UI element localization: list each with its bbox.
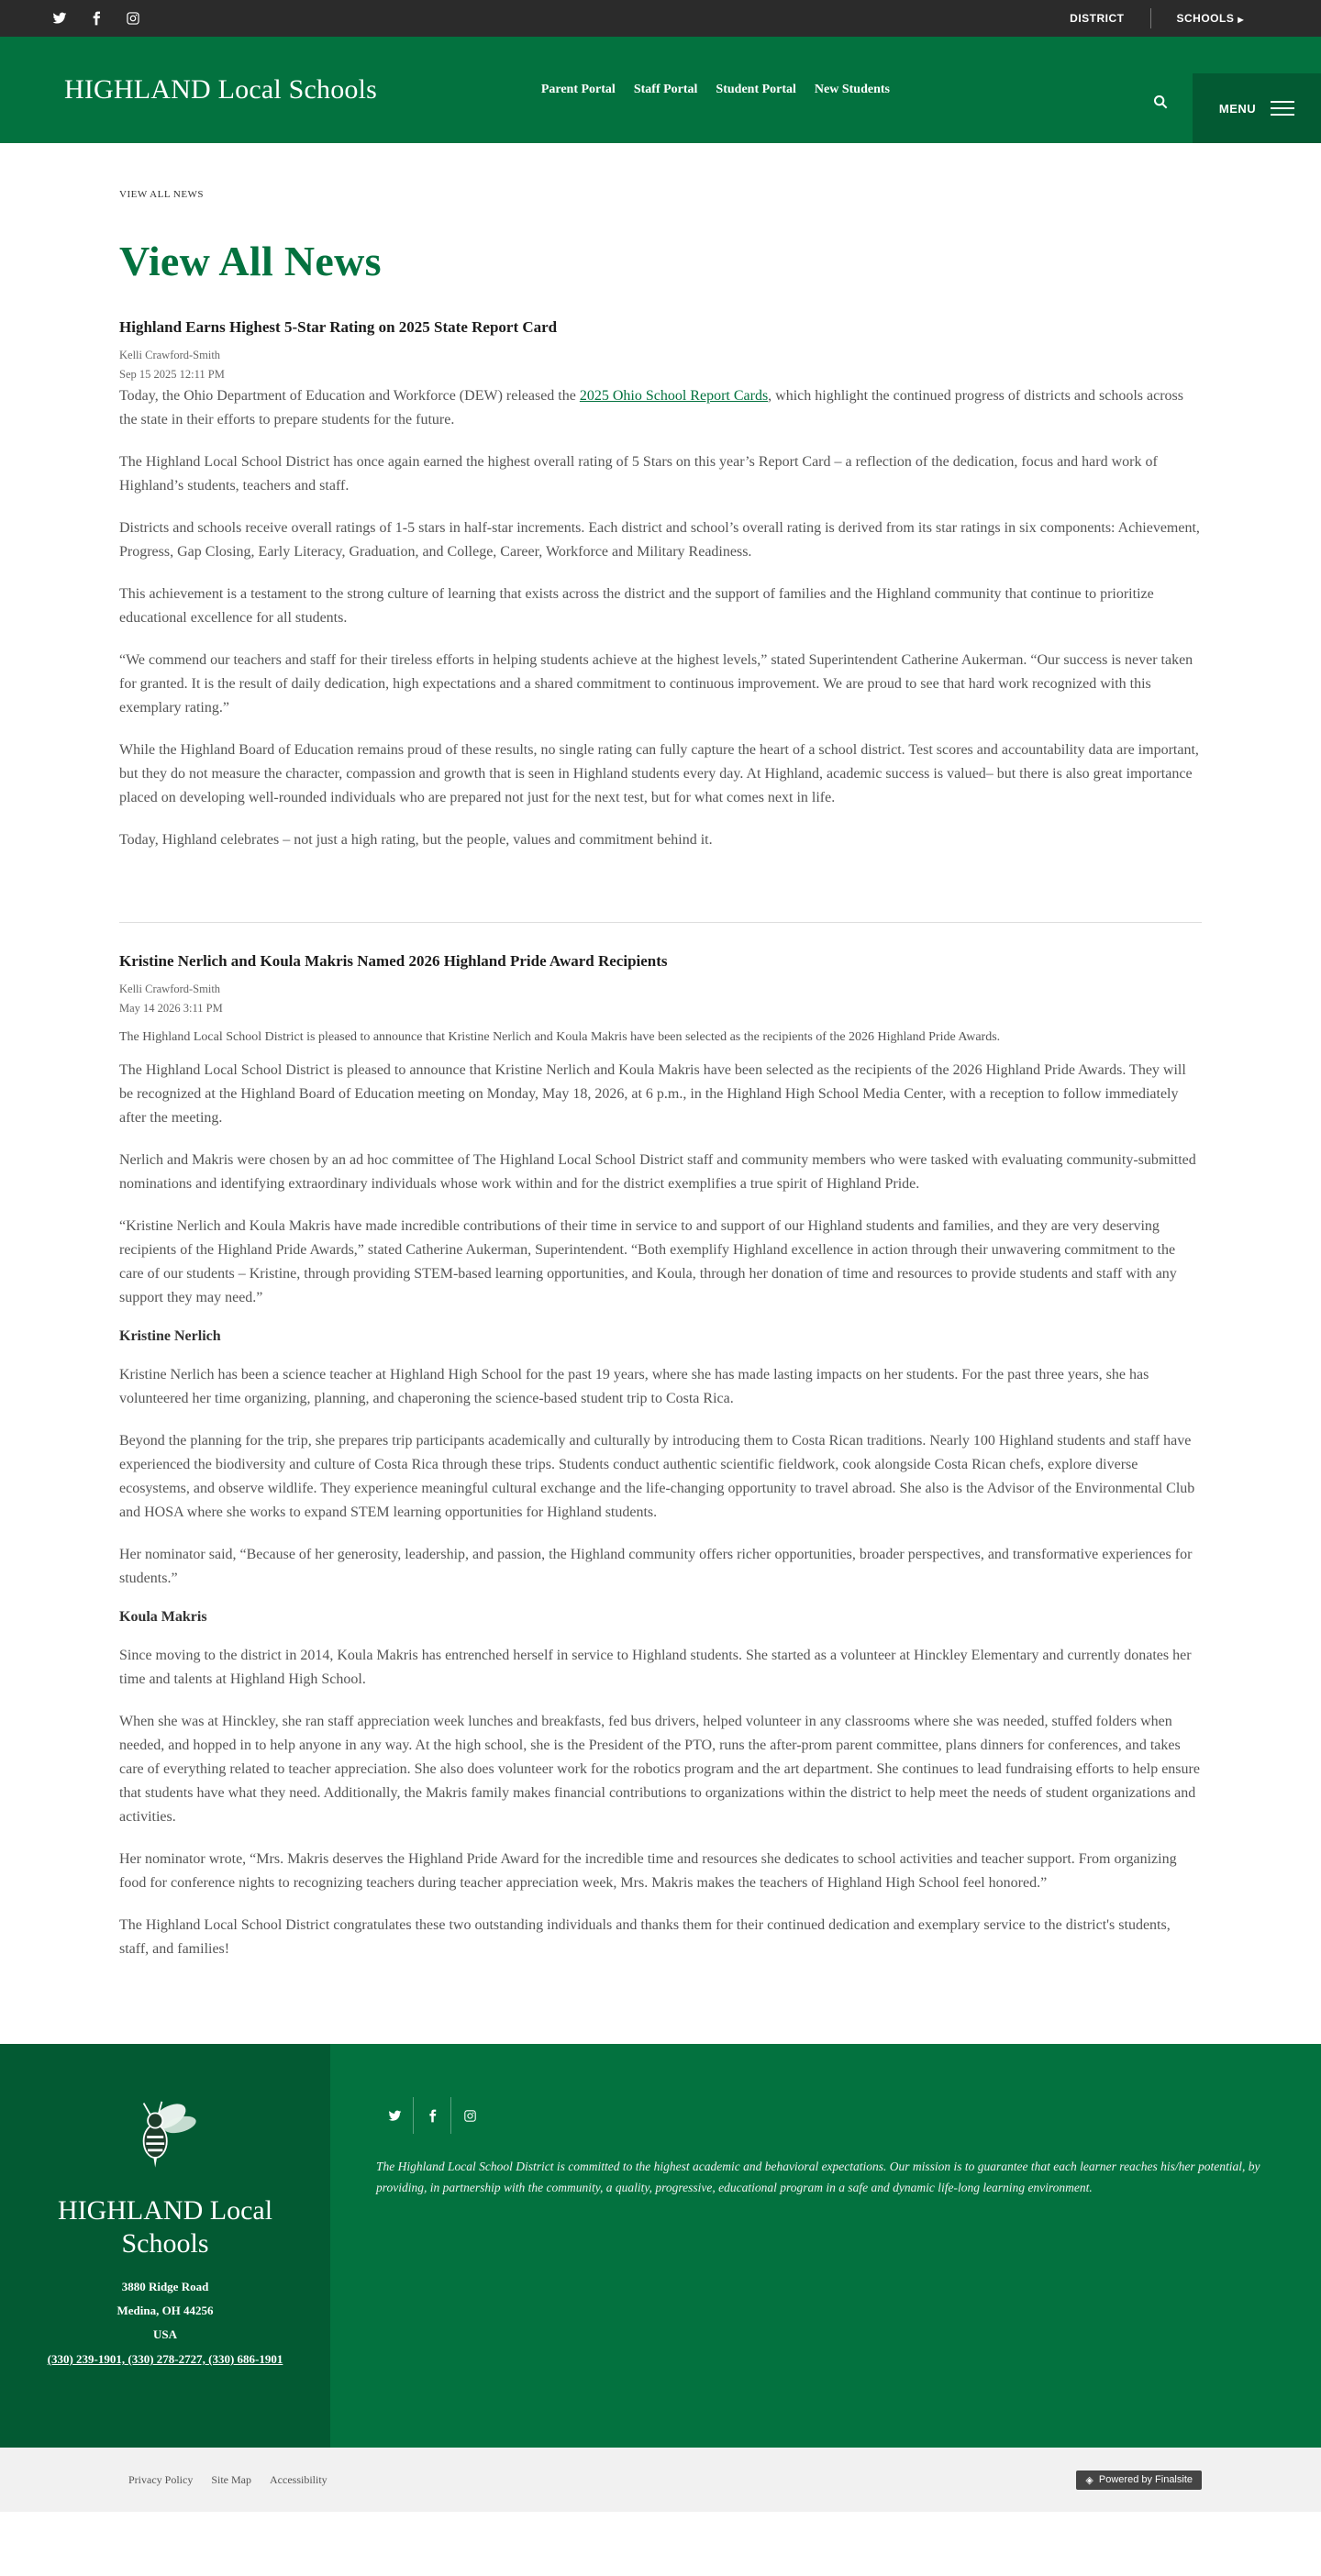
hamburger-icon bbox=[1271, 101, 1294, 116]
utility-links bbox=[1044, 8, 1270, 28]
nav-staff-portal[interactable]: Staff Portal bbox=[633, 83, 698, 96]
article-meta bbox=[119, 980, 1202, 1018]
article-meta bbox=[119, 346, 1202, 384]
article-paragraph: Her nominator said, “Because of her generosity, leadership, and passion, the Highland community offers richer opportunities, broader perspectives, and transformative experiences for students.” bbox=[119, 1547, 1193, 1586]
article-paragraph: “We commend our teachers and staff for their tireless efforts in helping students achieve at the highest levels,” stated Superintendent Catherine Aukerman. “Our success is never taken for granted. It is the result of daily dedication, high expectations and a shared commitment to continuous improvement. We are proud to see that hard work recognized with this exemplary rating.” bbox=[119, 652, 1193, 716]
legal-links bbox=[128, 2473, 327, 2487]
article-paragraph: The Highland Local School District has once again earned the highest overall rating of 5 Stars on this year’s Report Card – a reflection of the dedication, focus and hard work of Highland’s students, teachers and staff. bbox=[119, 454, 1158, 494]
search-icon[interactable] bbox=[1149, 90, 1172, 114]
article-paragraph: “Kristine Nerlich and Koula Makris have made incredible contributions of their time in service to and support of our Highland students and families, and they are very deserving recipients of the Highland Pride Awards,” stated Catherine Aukerman, Superintendent. “Both exemplify Highland excellence in action through their unwavering commitment to the care of our students – Kristine, through providing STEM-based learning opportunities, and Koula, through her donation of time and resources to provide students and staff with any support they may need.” bbox=[119, 1218, 1177, 1305]
facebook-icon[interactable] bbox=[88, 10, 105, 27]
section-heading: Kristine Nerlich bbox=[119, 1328, 221, 1344]
article-title[interactable]: Highland Earns Highest 5-Star Rating on 2025 State Report Card bbox=[119, 318, 558, 336]
facebook-icon[interactable] bbox=[414, 2097, 450, 2134]
article-paragraph: Today, Highland celebrates – not just a high rating, but the people, values and commitment behind it. bbox=[119, 832, 713, 848]
bottom-bar bbox=[0, 2448, 1321, 2512]
article-date: Sep 15 2025 12:11 PM bbox=[119, 368, 225, 381]
menu-label: MENU bbox=[1218, 101, 1257, 116]
article-paragraph: While the Highland Board of Education remains proud of these results, no single rating can fully capture the heart of a school district. Test scores and accountability data are important, but they do not measure the character, compassion and growth that is seen in Highland students every day. At Highland, academic success is valued– but there is also great importance placed on developing well-rounded individuals who are prepared not just for the next test, but for what comes next in life. bbox=[119, 742, 1199, 805]
social-links bbox=[51, 10, 141, 27]
article-paragraph: Kristine Nerlich has been a science teacher at Highland High School for the past 19 years, where she has made lasting impacts on her students. For the past three years, she has volunteered her time organizing, planning, and chaperoning the science-based student trip to Costa Rica. bbox=[119, 1367, 1149, 1406]
site-map-link[interactable]: Site Map bbox=[211, 2472, 251, 2486]
accessibility-link[interactable]: Accessibility bbox=[270, 2472, 327, 2486]
footer-address bbox=[117, 2275, 213, 2347]
menu-button[interactable] bbox=[1193, 73, 1321, 143]
mission-statement: The Highland Local School District is committed to the highest academic and behavioral expectations. Our mission is to guarantee that each learner reaches his/her potential, by providing, in partnership with the community, a quality, progressive, educational program in a safe and dynamic life-long learning environment. bbox=[376, 2160, 1260, 2194]
report-card-link[interactable]: 2025 Ohio School Report Cards bbox=[579, 388, 769, 404]
finalsite-icon: ◈ bbox=[1085, 2474, 1093, 2486]
article-paragraph: The Highland Local School District is pleased to announce that Kristine Nerlich and Koula Makris have been selected as the recipients of the 2026 Highland Pride Awards. They will be recognized at the Highland Board of Education meeting on Monday, May 18, 2026, at 6 p.m., in the Highland High School Media Center, with a reception to follow immediately after the meeting. bbox=[119, 1062, 1186, 1126]
schools-label: SCHOOLS bbox=[1176, 12, 1235, 25]
page-title: View All News bbox=[119, 238, 382, 284]
article-paragraph: Beyond the planning for the trip, she prepares trip participants academically and culturally by introducing them to Costa Rican traditions. Nearly 100 Highland students and staff have experienced the biodiversity and culture of Costa Rica through these trips. Students conduct authentic scientific fieldwork, cook alongside Costa Rican chefs, explore diverse ecosystems, and observe wildlife. They experience meaningful cultural exchange and the life-changing opportunity to travel abroad. She also is the Advisor of the Environmental Club and HOSA where she works to expand STEM learning opportunities for Highland students. bbox=[119, 1433, 1195, 1520]
footer-mission-area bbox=[330, 2044, 1321, 2448]
twitter-icon[interactable] bbox=[376, 2097, 413, 2134]
article-paragraph: Since moving to the district in 2014, Koula Makris has entrenched herself in service to Highland students. She started as a volunteer at Hinckley Elementary and currently donates her time and talents at Highland High School. bbox=[119, 1648, 1192, 1687]
article-paragraph: Her nominator wrote, “Mrs. Makris deserves the Highland Pride Award for the incredible time and resources she dedicates to school activities and teacher support. From organizing food for conference nights to recognizing teachers during teacher appreciation week, Mrs. Makris makes the teachers of Highland High School feel honored.” bbox=[119, 1851, 1177, 1891]
address-line: 3880 Ridge Road bbox=[121, 2280, 209, 2293]
news-article bbox=[119, 952, 1202, 1961]
badge-label: Powered by Finalsite bbox=[1098, 2474, 1193, 2485]
caret-right-icon: ▶ bbox=[1238, 16, 1244, 24]
privacy-policy-link[interactable]: Privacy Policy bbox=[128, 2472, 194, 2486]
site-header bbox=[0, 37, 1321, 143]
article-title[interactable]: Kristine Nerlich and Koula Makris Named 2026 Highland Pride Award Recipients bbox=[119, 952, 668, 970]
footer-social-links bbox=[376, 2097, 1273, 2134]
article-paragraph bbox=[119, 384, 1202, 432]
footer-phone-link[interactable]: (330) 239-1901, (330) 278-2727, (330) 686-1901 bbox=[47, 2352, 283, 2366]
footer-school-name: HIGHLAND Local Schools bbox=[57, 2195, 273, 2259]
address-country: USA bbox=[152, 2327, 177, 2341]
schools-dropdown[interactable] bbox=[1151, 12, 1271, 25]
footer-contact bbox=[0, 2044, 330, 2448]
twitter-icon[interactable] bbox=[51, 10, 68, 27]
site-logo-text[interactable]: HIGHLAND Local Schools bbox=[64, 74, 378, 105]
nav-parent-portal[interactable]: Parent Portal bbox=[540, 83, 616, 96]
article-paragraph: Nerlich and Makris were chosen by an ad hoc committee of The Highland Local School District staff and community members who were tasked with evaluating community-submitted nominations and identifying extraordinary individuals whose work within and for the district exemplifies a true spirit of Highland Pride. bbox=[119, 1152, 1196, 1192]
hornet-mascot-logo bbox=[124, 2092, 206, 2174]
article-paragraph: This achievement is a testament to the strong culture of learning that exists across the district and the support of families and the Highland community that continue to prioritize educational excellence for all students. bbox=[119, 586, 1154, 626]
address-line: Medina, OH 44256 bbox=[117, 2304, 214, 2317]
site-footer bbox=[0, 2044, 1321, 2448]
article-summary: The Highland Local School District is pleased to announce that Kristine Nerlich and Koula Makris have been selected as the recipients of the 2026 Highland Pride Awards. bbox=[119, 1030, 1001, 1044]
article-author: Kelli Crawford-Smith bbox=[119, 983, 221, 995]
paragraph-text: Today, the Ohio Department of Education and Workforce (DEW) released the bbox=[119, 388, 580, 404]
breadcrumb[interactable]: VIEW ALL NEWS bbox=[119, 189, 205, 200]
utility-bar bbox=[0, 0, 1321, 37]
article-paragraph: When she was at Hinckley, she ran staff appreciation week lunches and breakfasts, fed bus drivers, helped volunteer in any classrooms where she was needed, stuffed folders when needed, and hopped in to help anyone in any way. At the high school, she is the President of the PTO, runs the after-prom parent committee, plans dinners for conferences, and takes care of everything related to teacher appreciation. She also does volunteer work for the robotics program and the art department. She continues to lead fundraising efforts to help ensure that students have what they need. Additionally, the Makris family makes financial contributions to organizations within the district to help meet the needs of student organizations and activities. bbox=[119, 1714, 1200, 1825]
article-paragraph: Districts and schools receive overall ratings of 1-5 stars in half-star increments. Each district and school’s overall rating is derived from its star ratings in six components: Achievement, Progress, Gap Closing, Early Literacy, Graduation, and College, Career, Workforce and Military Readiness. bbox=[119, 520, 1200, 560]
news-article bbox=[119, 318, 1202, 852]
article-author: Kelli Crawford-Smith bbox=[119, 349, 221, 361]
paragraph-text: , which highlight the continued progress of districts and schools across the state in their efforts to prepare students for the future. bbox=[119, 388, 1183, 427]
section-heading: Koula Makris bbox=[119, 1609, 207, 1625]
main-content bbox=[0, 189, 1321, 1961]
instagram-icon[interactable] bbox=[451, 2097, 488, 2134]
powered-by-badge[interactable] bbox=[1076, 2471, 1202, 2490]
portal-nav bbox=[541, 37, 890, 143]
nav-student-portal[interactable]: Student Portal bbox=[716, 83, 796, 96]
article-paragraph: The Highland Local School District congratulates these two outstanding individuals and thanks them for their continued dedication and exemplary service to the district's students, staff, and families! bbox=[119, 1917, 1171, 1957]
article-date: May 14 2026 3:11 PM bbox=[119, 1002, 223, 1015]
nav-new-students[interactable]: New Students bbox=[814, 83, 890, 96]
article-divider bbox=[119, 922, 1202, 923]
district-link[interactable]: DISTRICT bbox=[1070, 12, 1125, 25]
instagram-icon[interactable] bbox=[125, 10, 141, 27]
